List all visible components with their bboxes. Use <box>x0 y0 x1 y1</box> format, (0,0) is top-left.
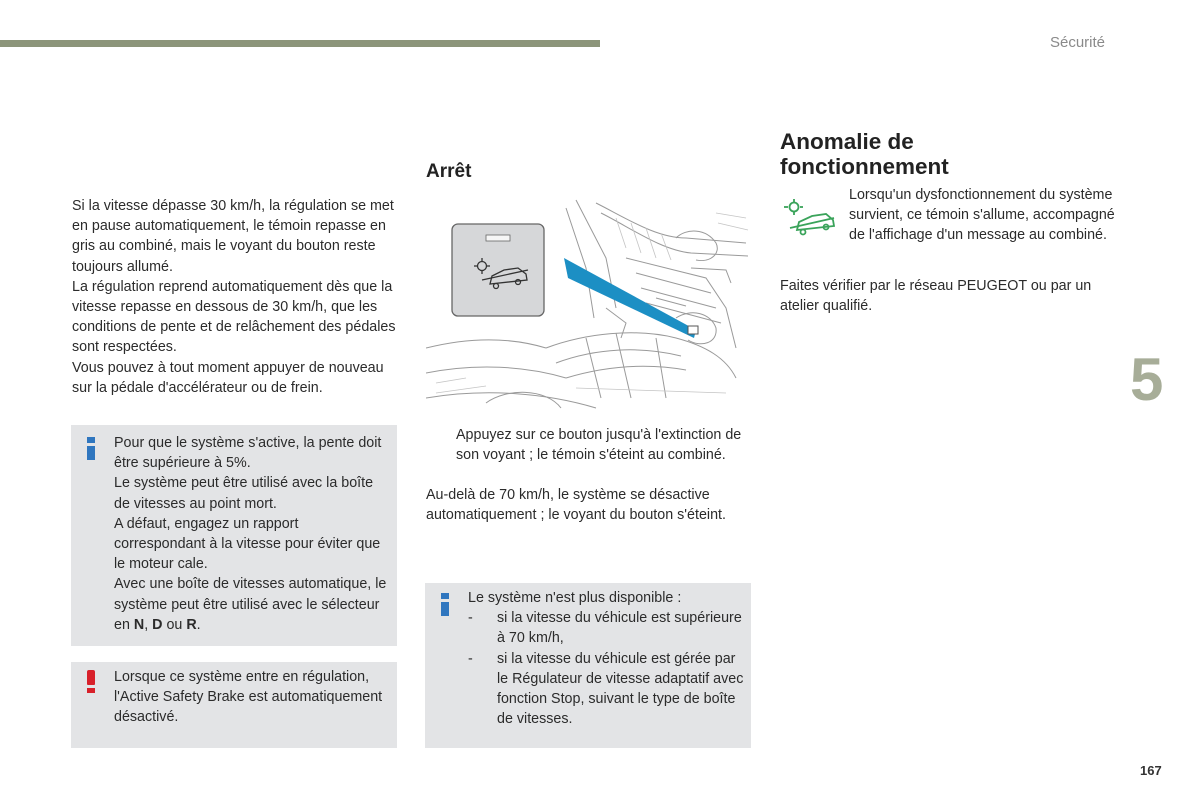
col1-body <box>72 196 402 398</box>
info-box <box>425 583 751 748</box>
gear-d: D <box>152 616 163 633</box>
console-illustration <box>426 198 752 418</box>
section-title: Sécurité <box>1049 34 1105 51</box>
warning-box <box>71 662 397 748</box>
paragraph: Si la vitesse dépasse 30 km/h, la régulation se met en pause automatiquement, le témoin repasse en gris au combiné, mais le voyant du bouton reste toujours allumé. <box>72 198 394 275</box>
header-accent-bar <box>0 40 600 47</box>
instruction-list <box>426 425 756 465</box>
heading-arret: Arrêt <box>426 161 472 182</box>
gear-r: R <box>186 616 197 633</box>
button-location-marker <box>688 326 698 334</box>
list-item-text: si la vitesse du véhicule est supérieure à 70 km/h, <box>497 610 742 647</box>
hill-assist-warning-lamp-icon <box>780 196 838 236</box>
chapter-number: 5 <box>1130 346 1164 413</box>
highlight-pointer <box>564 258 696 338</box>
finger-pointer-icon <box>426 425 456 465</box>
info-intro: Le système n'est plus disponible : <box>468 590 682 606</box>
warning-icon <box>87 670 95 693</box>
anomaly-action: Faites vérifier par le réseau PEUGEOT ou par un atelier qualifié. <box>780 278 1092 315</box>
instruction-text: Appuyez sur ce bouton jusqu'à l'extinction de son voyant ; le témoin s'éteint au combiné. <box>456 427 742 464</box>
button-led <box>486 235 510 241</box>
info-paragraph: Pour que le système s'active, la pente doit être supérieure à 5%. <box>114 435 382 472</box>
paragraph: Vous pouvez à tout moment appuyer de nouveau sur la pédale d'accélérateur ou de frein. <box>72 359 384 396</box>
info-icon <box>87 437 95 460</box>
info-box-text <box>114 433 389 635</box>
list-item <box>426 425 756 465</box>
info-paragraph: Avec une boîte de vitesses automatique, le système peut être utilisé avec le sélecteur en N, D ou R. <box>114 576 387 633</box>
info-box-text <box>468 588 748 729</box>
info-icon <box>441 593 449 616</box>
info-paragraph: Le système peut être utilisé avec la boîte de vitesses au point mort. <box>114 475 374 512</box>
list-item-text: si la vitesse du véhicule est gérée par le Régulateur de vitesse adaptatif avec fonction Stop, suivant le type de boîte de vitesses. <box>497 650 744 728</box>
info-box <box>71 425 397 646</box>
page-number: 167 <box>1140 763 1162 778</box>
list-item: - si la vitesse du véhicule est supérieure à 70 km/h, <box>468 608 748 648</box>
list-item: - si la vitesse du véhicule est gérée par le Régulateur de vitesse adaptatif avec fonction Stop, suivant le type de boîte de vitesses. <box>468 649 748 730</box>
anomaly-description: Lorsqu'un dysfonctionnement du système survient, ce témoin s'allume, accompagné de l'affichage d'un message au combiné. <box>849 187 1115 244</box>
warning-text: Lorsque ce système entre en régulation, l'Active Safety Brake est automatiquement désactivé. <box>114 669 383 726</box>
gear-n: N <box>133 616 145 633</box>
deactivation-note: Au-delà de 70 km/h, le système se désactive automatiquement ; le voyant du bouton s'éteint. <box>426 487 726 524</box>
paragraph: La régulation reprend automatiquement dès que la vitesse repasse en dessous de 30 km/h, que les conditions de pente et de relâchement des pédales sont respectées. <box>72 278 396 356</box>
heading-anomalie: Anomalie de fonctionnement <box>780 129 949 179</box>
console-drawing <box>426 198 752 418</box>
info-paragraph: A défaut, engagez un rapport correspondant à la vitesse pour éviter que le moteur cale. <box>114 515 381 573</box>
